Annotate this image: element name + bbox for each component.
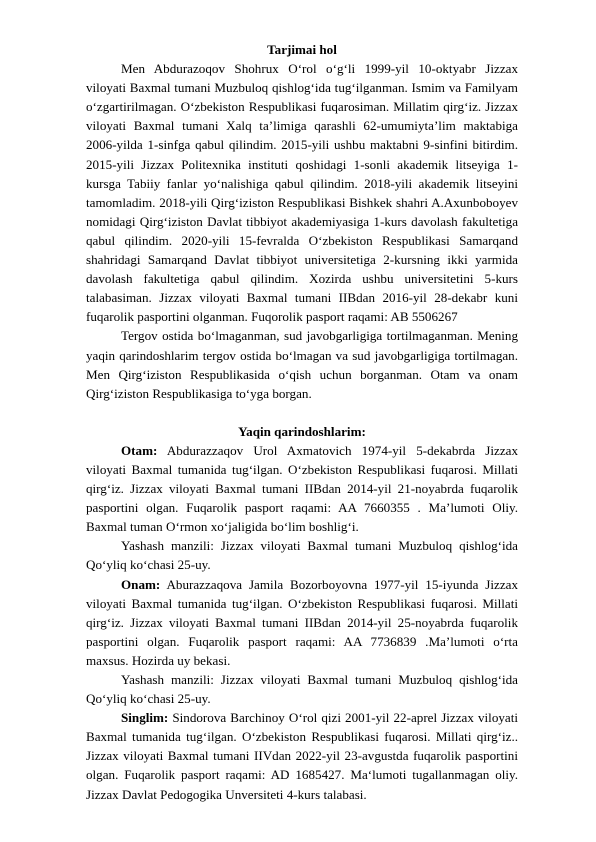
section-spacer <box>86 403 518 422</box>
father-paragraph <box>86 441 518 536</box>
bio-paragraph: Men Abdurazoqov Shohrux O‘rol o‘g‘li 1999-yil 10-oktyabr Jizzax viloyati Baxmal tumani Muzbuloq qishlog‘ida tug‘ilganman. Ismim va Familyam o‘zgartirilmagan. O‘zbekiston Respublikasi fuqarosiman. Millatim qirg‘iz. Jizzax viloyati Baxmal tumani Xalq ta’limiga qarashli 62-umumiyta’lim maktabiga 2006-yilda 1-sinfga qabul qilindim. 2015-yili ushbu maktabni 9-sinfini bitirdim. 2015-yili Jizzax Politexnika instituti qoshidagi 1-sonli akademik litseyiga 1-kursga Tabiiy fanlar yo‘nalishiga qabul qilindim. 2018-yili akademik litseyini tamomladim. 2018-yili Qirg‘iziston Respublikasi Bishkek shahri A.Axunboboyev nomidagi Qirg‘iziston Davlat tibbiyot akademiyasiga 1-kurs davolash fakultetiga qabul qilindim. 2020-yili 15-fevralda O‘zbekiston Respublikasi Samarqand shahridagi Samarqand Davlat tibbiyot universitetiga 2-kursning ikki yarmida davolash fakultetiga qabul qilindim. Xozirda ushbu universitetini 5-kurs talabasiman. Jizzax viloyati Baxmal tumani IIBdan 2016-yil 28-dekabr kuni fuqarolik pasportini olganman. Fuqorolik pasport raqami: AB 5506267 <box>86 61 518 325</box>
father-text: Abdurazzaqov Urol Axmatovich 1974-yil 5-dekabrda Jizzax viloyati Baxmal tumanida tug‘ilgan. O‘zbekiston Respublikasi fuqarosi. Millati qirg‘iz. Jizzax viloyati Baxmal tumani IIBdan 2014-yil 21-noyabrda fuqarolik pasportini olgan. Fuqarolik pasport raqami: AA 7660355 . Ma’lumoti Oliy. Baxmal tuman O‘rmon xo‘jaligida bo‘lim boshlig‘i. <box>86 442 518 535</box>
mother-address: Yashash manzili: Jizzax viloyati Baxmal tumani Muzbuloq qishlog‘ida Qo‘yliq ko‘chasi 25-uy. <box>86 672 518 707</box>
legal-status-paragraph: Tergov ostida bo‘lmaganman, sud javobgarligiga tortilmaganman. Mening yaqin qarindoshlarim tergov ostida bo‘lmagan va sud javobgarligiga tortilmagan. Men Qirg‘iziston Respublikasida o‘qish uchun borganman. Otam va onam Qirg‘iziston Respublikasiga to‘yga borgan. <box>86 328 518 401</box>
father-address: Yashash manzili: Jizzax viloyati Baxmal tumani Muzbuloq qishlog‘ida Qo‘yliq ko‘chasi 25-uy. <box>86 538 518 573</box>
sister-paragraph <box>86 708 518 803</box>
sister-text: Sindorova Barchinoy O‘rol qizi 2001-yil 22-aprel Jizzax viloyati Baxmal tumanida tug‘ilgan. O‘zbekiston Respublikasi fuqarosi. Millati qirg‘iz.. Jizzax viloyati Baxmal tumani IIVdan 2022-yil 23-avgustda fuqarolik pasportini olgan. Fuqarolik pasport raqami: AD 1685427. Ma‘lumoti tugallanmagan oliy. Jizzax Davlat Pedogogika Unversiteti 4-kurs talabasi. <box>86 710 518 802</box>
mother-text: Aburazzaqova Jamila Bozorboyovna 1977-yil 15-iyunda Jizzax viloyati Baxmal tumanida tug‘ilgan. O‘zbekiston Respublikasi fuqarosi. Millati qirg‘iz. Jizzax viloyati Baxmal tumani IIBdan 2014-yil 25-noyabrda fuqarolik pasportini olgan. Fuqarolik pasport raqami: AA 7736839 .Ma’lumoti o‘rta maxsus. Hozirda uy bekasi. <box>86 576 518 668</box>
document-title: Tarjimai hol <box>267 42 337 57</box>
relatives-heading: Yaqin qarindoshlarim: <box>238 423 366 439</box>
document-page <box>86 40 518 804</box>
sister-label: Singlim: <box>121 710 169 726</box>
mother-label: Onam: <box>121 576 161 592</box>
mother-paragraph <box>86 575 518 670</box>
father-label: Otam: <box>121 442 158 458</box>
